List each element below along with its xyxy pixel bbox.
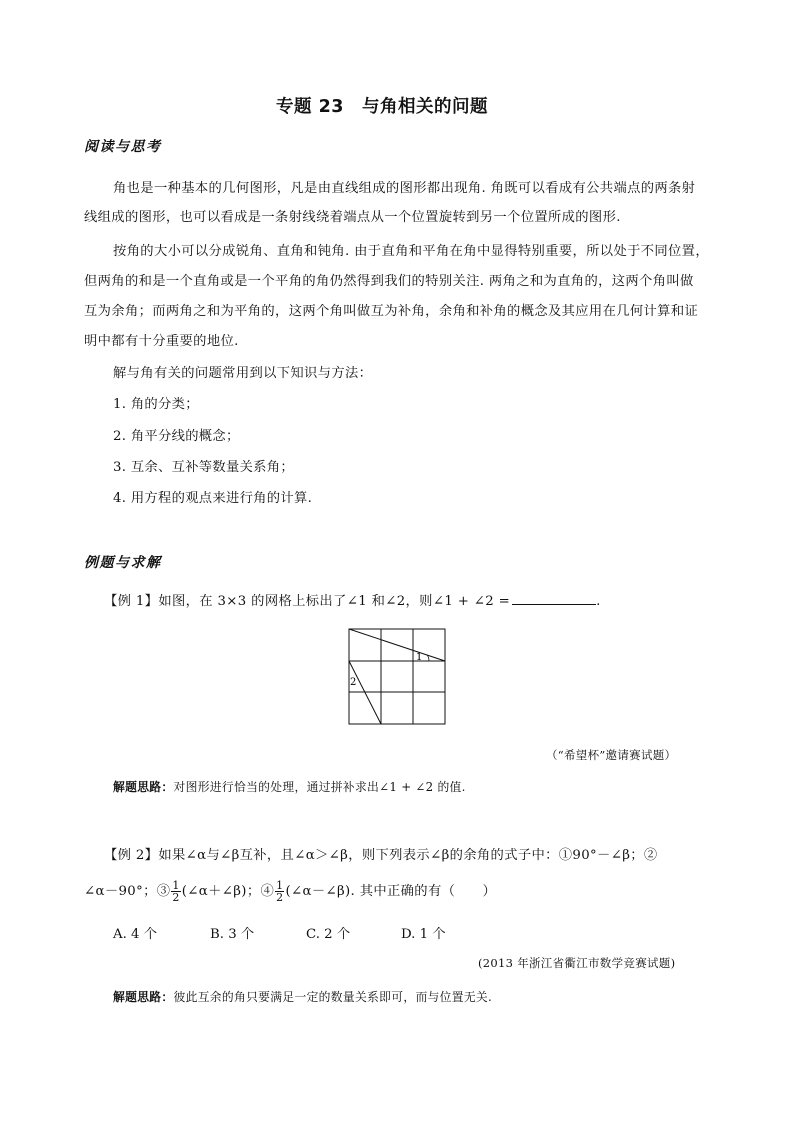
- expr-part: ∠α－90°；③: [84, 884, 171, 899]
- fraction-numerator: 1: [172, 879, 180, 892]
- example2-label: 【例 2】: [104, 848, 159, 863]
- paragraph-line: 线组成的图形，也可以看成是一条射线绕着端点从一个位置旋转到另一个位置所成的图形.: [84, 210, 621, 225]
- diagonal-line-1: [349, 629, 445, 661]
- choice-c: C. 2 个: [306, 927, 351, 942]
- grid-figure: [345, 626, 449, 726]
- fraction-denominator: 2: [276, 891, 284, 904]
- choice-d: D. 1 个: [401, 927, 446, 942]
- example1-label: 【例 1】: [104, 594, 159, 609]
- section-heading-examples: 例题与求解: [84, 555, 162, 571]
- fraction-one-half: [275, 880, 284, 903]
- example2-source: (2013 年浙江省衢江市数学竞赛试题): [478, 956, 676, 970]
- list-item: 3. 互余、互补等数量关系角；: [113, 460, 294, 475]
- angle-label-1: 1: [416, 652, 423, 663]
- example2-hint: [113, 988, 492, 1005]
- list-item: 4. 用方程的观点来进行角的计算.: [113, 491, 313, 506]
- expr-part: (∠α－∠β). 其中正确的有（ ）: [285, 884, 497, 899]
- paragraph-line: 按角的大小可以分成锐角、直角和钝角. 由于直角和平角在角中显得特别重要，所以处于不同位置，: [113, 244, 709, 259]
- page-title: 专题 23 与角相关的问题: [276, 97, 488, 117]
- fraction-numerator: 1: [276, 879, 284, 892]
- example1-question: [104, 590, 601, 609]
- hint-label: 解题思路：: [113, 990, 174, 1004]
- hint-text: 彼此互余的角只要满足一定的数量关系即可，而与位置无关.: [173, 990, 493, 1004]
- choice-b: B. 3 个: [210, 927, 255, 942]
- angle-label-2: 2: [350, 677, 357, 688]
- paragraph-line: 明中都有十分重要的地位.: [84, 334, 239, 349]
- example1-text: 如图，在 3×3 的网格上标出了∠1 和∠2，则∠1 + ∠2 =: [158, 594, 511, 609]
- paragraph-line: 互为余角；而两角之和为平角的，这两个角叫做互为补角，余角和补角的概念及其应用在几何计算和证: [84, 304, 699, 319]
- expr-part: (∠α＋∠β)；④: [181, 884, 275, 899]
- example1-hint: [113, 778, 466, 795]
- fraction-one-half: [171, 880, 180, 903]
- paragraph-line: 解与角有关的问题常用到以下知识与方法：: [113, 366, 373, 381]
- fraction-denominator: 2: [172, 891, 180, 904]
- example2-question-line2: [84, 880, 496, 903]
- example2-question-line1: [104, 844, 658, 863]
- hint-text: 对图形进行恰当的处理，通过拼补求出∠1 + ∠2 的值.: [173, 780, 466, 794]
- example1-end: .: [596, 594, 601, 609]
- paragraph-line: 角也是一种基本的几何图形，凡是由直线组成的图形都出现角. 角既可以看成有公共端点的两条射: [113, 181, 696, 196]
- list-item: 2. 角平分线的概念；: [113, 429, 240, 444]
- section-heading-reading: 阅读与思考: [84, 139, 162, 155]
- list-item: 1. 角的分类；: [113, 397, 199, 412]
- choice-a: A. 4 个: [113, 927, 158, 942]
- example1-source: （“希望杯”邀请赛试题）: [546, 748, 677, 762]
- paragraph-line: 但两角的和是一个直角或是一个平角的角仍然得到我们的特别关注. 两角之和为直角的，这两个角叫做: [84, 274, 694, 289]
- hint-label: 解题思路：: [113, 780, 174, 794]
- example2-text: 如果∠α与∠β互补，且∠α＞∠β，则下列表示∠β的余角的式子中：①90°－∠β；②: [158, 848, 658, 863]
- answer-blank: [512, 591, 596, 605]
